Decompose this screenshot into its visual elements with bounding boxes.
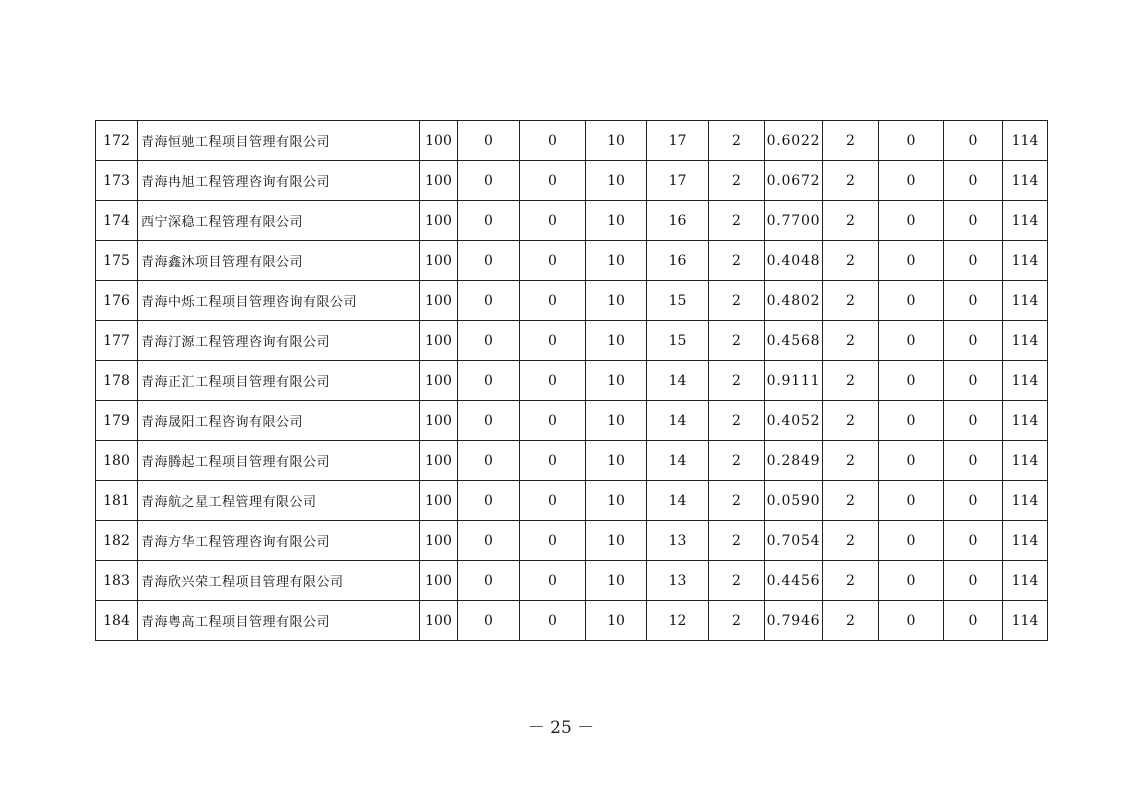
decimal-value-cell: 0.4052 <box>765 401 823 441</box>
value-cell-10: 0 <box>944 521 1003 561</box>
value-cell-4: 10 <box>586 321 647 361</box>
table-row <box>96 601 1048 641</box>
table-row <box>96 361 1048 401</box>
value-cell-5: 13 <box>647 521 709 561</box>
company-name-cell: 青海恒驰工程项目管理有限公司 <box>138 121 420 161</box>
table-row <box>96 281 1048 321</box>
row-number-cell: 184 <box>96 601 138 641</box>
value-cell-4: 10 <box>586 121 647 161</box>
company-name-cell: 西宁深稳工程管理有限公司 <box>138 201 420 241</box>
company-name-cell: 青海腾起工程项目管理有限公司 <box>138 441 420 481</box>
value-cell-10: 0 <box>944 561 1003 601</box>
value-cell-2: 0 <box>458 241 520 281</box>
value-cell-9: 0 <box>879 241 944 281</box>
value-cell-9: 0 <box>879 321 944 361</box>
value-cell-3: 0 <box>520 321 586 361</box>
company-name-cell: 青海方华工程管理咨询有限公司 <box>138 521 420 561</box>
table-row <box>96 561 1048 601</box>
value-cell-5: 13 <box>647 561 709 601</box>
table-row <box>96 241 1048 281</box>
total-cell: 114 <box>1003 441 1048 481</box>
value-cell-10: 0 <box>944 441 1003 481</box>
company-name-cell: 青海晟阳工程咨询有限公司 <box>138 401 420 441</box>
value-cell-5: 14 <box>647 441 709 481</box>
row-number-cell: 172 <box>96 121 138 161</box>
value-cell-9: 0 <box>879 161 944 201</box>
value-cell-10: 0 <box>944 601 1003 641</box>
total-cell: 114 <box>1003 241 1048 281</box>
value-cell-6: 2 <box>709 561 765 601</box>
value-cell-6: 2 <box>709 241 765 281</box>
total-cell: 114 <box>1003 361 1048 401</box>
value-cell-2: 0 <box>458 601 520 641</box>
table-row <box>96 441 1048 481</box>
value-cell-6: 2 <box>709 201 765 241</box>
value-cell-9: 0 <box>879 281 944 321</box>
decimal-value-cell: 0.4568 <box>765 321 823 361</box>
value-cell-10: 0 <box>944 481 1003 521</box>
table-row <box>96 401 1048 441</box>
value-cell-9: 0 <box>879 401 944 441</box>
table-body <box>96 121 1048 641</box>
value-cell-3: 0 <box>520 601 586 641</box>
value-cell-4: 10 <box>586 481 647 521</box>
row-number-cell: 181 <box>96 481 138 521</box>
value-cell-2: 0 <box>458 521 520 561</box>
decimal-value-cell: 0.7054 <box>765 521 823 561</box>
value-cell-3: 0 <box>520 401 586 441</box>
value-cell-8: 2 <box>823 361 879 401</box>
value-cell-10: 0 <box>944 321 1003 361</box>
page-number: － 25 － <box>527 718 595 738</box>
value-cell-8: 2 <box>823 481 879 521</box>
value-cell-5: 17 <box>647 161 709 201</box>
total-cell: 114 <box>1003 401 1048 441</box>
row-number-cell: 179 <box>96 401 138 441</box>
decimal-value-cell: 0.7700 <box>765 201 823 241</box>
value-cell-2: 0 <box>458 361 520 401</box>
decimal-value-cell: 0.6022 <box>765 121 823 161</box>
value-cell-8: 2 <box>823 121 879 161</box>
value-cell-1: 100 <box>420 561 458 601</box>
value-cell-8: 2 <box>823 241 879 281</box>
value-cell-10: 0 <box>944 361 1003 401</box>
value-cell-9: 0 <box>879 561 944 601</box>
row-number-cell: 177 <box>96 321 138 361</box>
company-name-cell: 青海粤高工程项目管理有限公司 <box>138 601 420 641</box>
value-cell-8: 2 <box>823 561 879 601</box>
value-cell-6: 2 <box>709 521 765 561</box>
row-number-cell: 178 <box>96 361 138 401</box>
value-cell-3: 0 <box>520 441 586 481</box>
value-cell-8: 2 <box>823 281 879 321</box>
value-cell-8: 2 <box>823 201 879 241</box>
row-number-cell: 176 <box>96 281 138 321</box>
value-cell-5: 15 <box>647 321 709 361</box>
value-cell-4: 10 <box>586 161 647 201</box>
value-cell-1: 100 <box>420 601 458 641</box>
company-name-cell: 青海鑫沐项目管理有限公司 <box>138 241 420 281</box>
company-name-cell: 青海欣兴荣工程项目管理有限公司 <box>138 561 420 601</box>
value-cell-4: 10 <box>586 401 647 441</box>
value-cell-10: 0 <box>944 241 1003 281</box>
value-cell-2: 0 <box>458 401 520 441</box>
value-cell-6: 2 <box>709 281 765 321</box>
row-number-cell: 173 <box>96 161 138 201</box>
table-row <box>96 481 1048 521</box>
value-cell-6: 2 <box>709 441 765 481</box>
value-cell-1: 100 <box>420 521 458 561</box>
value-cell-5: 15 <box>647 281 709 321</box>
value-cell-1: 100 <box>420 401 458 441</box>
value-cell-2: 0 <box>458 201 520 241</box>
value-cell-6: 2 <box>709 481 765 521</box>
total-cell: 114 <box>1003 481 1048 521</box>
value-cell-1: 100 <box>420 321 458 361</box>
total-cell: 114 <box>1003 601 1048 641</box>
company-name-cell: 青海航之星工程管理有限公司 <box>138 481 420 521</box>
value-cell-4: 10 <box>586 281 647 321</box>
company-name-cell: 青海中烁工程项目管理咨询有限公司 <box>138 281 420 321</box>
table-row <box>96 321 1048 361</box>
value-cell-5: 16 <box>647 241 709 281</box>
row-number-cell: 183 <box>96 561 138 601</box>
total-cell: 114 <box>1003 561 1048 601</box>
value-cell-9: 0 <box>879 441 944 481</box>
value-cell-9: 0 <box>879 201 944 241</box>
total-cell: 114 <box>1003 121 1048 161</box>
value-cell-3: 0 <box>520 281 586 321</box>
value-cell-4: 10 <box>586 521 647 561</box>
value-cell-8: 2 <box>823 321 879 361</box>
value-cell-3: 0 <box>520 121 586 161</box>
decimal-value-cell: 0.4456 <box>765 561 823 601</box>
value-cell-5: 17 <box>647 121 709 161</box>
value-cell-1: 100 <box>420 281 458 321</box>
total-cell: 114 <box>1003 521 1048 561</box>
value-cell-5: 16 <box>647 201 709 241</box>
table-row <box>96 521 1048 561</box>
value-cell-1: 100 <box>420 241 458 281</box>
decimal-value-cell: 0.0672 <box>765 161 823 201</box>
value-cell-3: 0 <box>520 161 586 201</box>
value-cell-4: 10 <box>586 241 647 281</box>
value-cell-6: 2 <box>709 321 765 361</box>
decimal-value-cell: 0.2849 <box>765 441 823 481</box>
value-cell-3: 0 <box>520 241 586 281</box>
decimal-value-cell: 0.0590 <box>765 481 823 521</box>
value-cell-9: 0 <box>879 121 944 161</box>
value-cell-2: 0 <box>458 561 520 601</box>
total-cell: 114 <box>1003 161 1048 201</box>
value-cell-5: 14 <box>647 361 709 401</box>
total-cell: 114 <box>1003 321 1048 361</box>
value-cell-6: 2 <box>709 401 765 441</box>
value-cell-1: 100 <box>420 121 458 161</box>
value-cell-5: 14 <box>647 401 709 441</box>
value-cell-1: 100 <box>420 441 458 481</box>
total-cell: 114 <box>1003 281 1048 321</box>
value-cell-4: 10 <box>586 441 647 481</box>
value-cell-8: 2 <box>823 401 879 441</box>
decimal-value-cell: 0.4802 <box>765 281 823 321</box>
company-name-cell: 青海冉旭工程管理咨询有限公司 <box>138 161 420 201</box>
value-cell-6: 2 <box>709 601 765 641</box>
row-number-cell: 175 <box>96 241 138 281</box>
value-cell-8: 2 <box>823 601 879 641</box>
table-row <box>96 121 1048 161</box>
total-cell: 114 <box>1003 201 1048 241</box>
value-cell-8: 2 <box>823 441 879 481</box>
value-cell-10: 0 <box>944 121 1003 161</box>
value-cell-1: 100 <box>420 481 458 521</box>
value-cell-3: 0 <box>520 361 586 401</box>
value-cell-8: 2 <box>823 161 879 201</box>
value-cell-9: 0 <box>879 521 944 561</box>
value-cell-5: 12 <box>647 601 709 641</box>
value-cell-2: 0 <box>458 161 520 201</box>
value-cell-2: 0 <box>458 321 520 361</box>
value-cell-2: 0 <box>458 441 520 481</box>
row-number-cell: 182 <box>96 521 138 561</box>
value-cell-9: 0 <box>879 601 944 641</box>
company-name-cell: 青海正汇工程项目管理有限公司 <box>138 361 420 401</box>
value-cell-2: 0 <box>458 481 520 521</box>
value-cell-3: 0 <box>520 481 586 521</box>
value-cell-3: 0 <box>520 561 586 601</box>
decimal-value-cell: 0.7946 <box>765 601 823 641</box>
value-cell-5: 14 <box>647 481 709 521</box>
value-cell-6: 2 <box>709 161 765 201</box>
table-row <box>96 161 1048 201</box>
value-cell-6: 2 <box>709 361 765 401</box>
ranking-table <box>95 120 1048 641</box>
value-cell-3: 0 <box>520 201 586 241</box>
table-row <box>96 201 1048 241</box>
value-cell-4: 10 <box>586 561 647 601</box>
value-cell-1: 100 <box>420 161 458 201</box>
value-cell-1: 100 <box>420 361 458 401</box>
value-cell-10: 0 <box>944 201 1003 241</box>
decimal-value-cell: 0.4048 <box>765 241 823 281</box>
value-cell-6: 2 <box>709 121 765 161</box>
value-cell-9: 0 <box>879 361 944 401</box>
value-cell-2: 0 <box>458 121 520 161</box>
value-cell-9: 0 <box>879 481 944 521</box>
value-cell-10: 0 <box>944 161 1003 201</box>
company-name-cell: 青海汀源工程管理咨询有限公司 <box>138 321 420 361</box>
value-cell-3: 0 <box>520 521 586 561</box>
row-number-cell: 180 <box>96 441 138 481</box>
value-cell-4: 10 <box>586 201 647 241</box>
row-number-cell: 174 <box>96 201 138 241</box>
value-cell-10: 0 <box>944 281 1003 321</box>
value-cell-10: 0 <box>944 401 1003 441</box>
value-cell-8: 2 <box>823 521 879 561</box>
decimal-value-cell: 0.9111 <box>765 361 823 401</box>
value-cell-4: 10 <box>586 601 647 641</box>
value-cell-4: 10 <box>586 361 647 401</box>
value-cell-1: 100 <box>420 201 458 241</box>
value-cell-2: 0 <box>458 281 520 321</box>
